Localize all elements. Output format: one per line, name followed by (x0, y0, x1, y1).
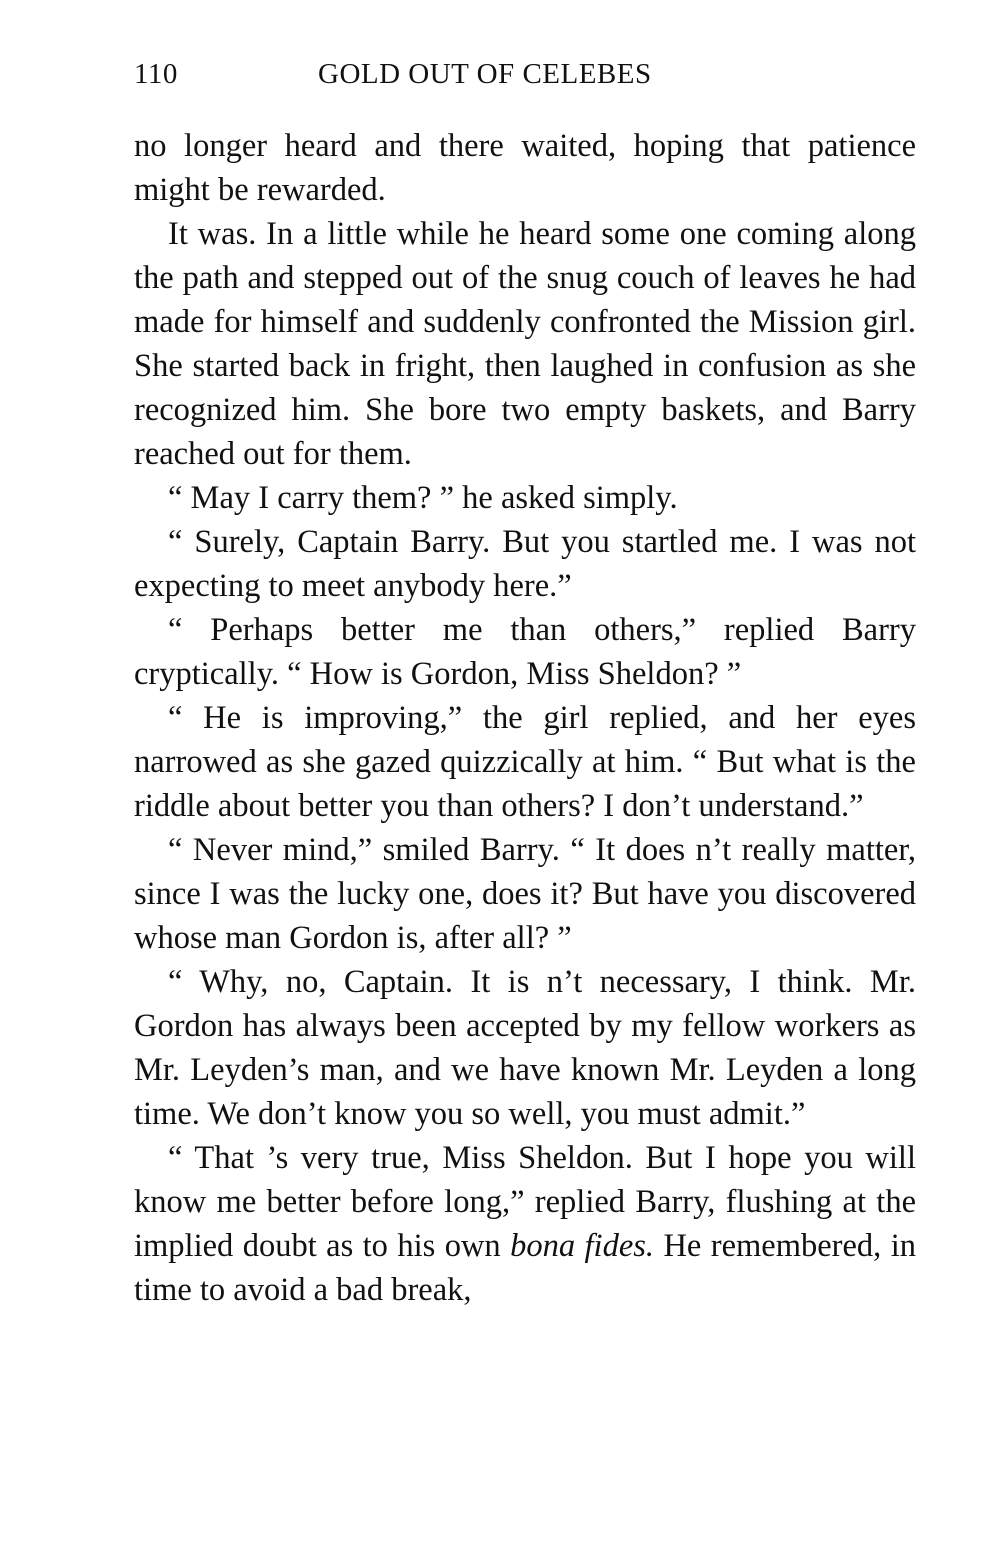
paragraph: “ Perhaps better me than others,” replied Barry cryptically. “ How is Gordon, Miss Sheldon? ” (134, 612, 916, 692)
paragraph: It was. In a little while he heard some one coming along the path and stepped out of the snug couch of leaves he had made for himself and suddenly confronted the Mission girl. She started back in fright, then laughed in confusion as she recognized him. She bore two empty baskets, and Barry reached out for them. (134, 216, 916, 472)
running-head (134, 58, 834, 98)
italic-phrase: bona fides. (510, 1228, 655, 1264)
body-text (134, 124, 916, 1312)
paragraph-text: “ That ’s very true, Miss Sheldon. But I hope you will know me better before long,” replied Barry, flushing at the implied doubt as to his own (134, 1140, 916, 1264)
book-title: GOLD OUT OF CELEBES (318, 58, 652, 90)
paragraph: “ May I carry them? ” he asked simply. (168, 480, 678, 516)
paragraph-text: He remembered, in time to avoid a bad break, (134, 1228, 916, 1308)
paragraph: “ Why, no, Captain. It is n’t necessary, I think. Mr. Gordon has always been accepted by my fellow workers as Mr. Leyden’s man, and we have known Mr. Leyden a long time. We don’t know you so well, you must admit.” (134, 964, 916, 1132)
paragraph: “ He is improving,” the girl replied, and her eyes narrowed as she gazed quizzically at him. “ But what is the riddle about better you than others? I don’t understand.” (134, 700, 916, 824)
paragraph (134, 1136, 916, 1312)
paragraph: “ Surely, Captain Barry. But you startled me. I was not expecting to meet anybody here.” (134, 524, 916, 604)
paragraph: “ Never mind,” smiled Barry. “ It does n’t really matter, since I was the lucky one, does it? But have you discovered whose man Gordon is, after all? ” (134, 832, 916, 956)
paragraph-continued: no longer heard and there waited, hoping that patience might be rewarded. (134, 128, 916, 208)
page-number: 110 (134, 58, 178, 90)
